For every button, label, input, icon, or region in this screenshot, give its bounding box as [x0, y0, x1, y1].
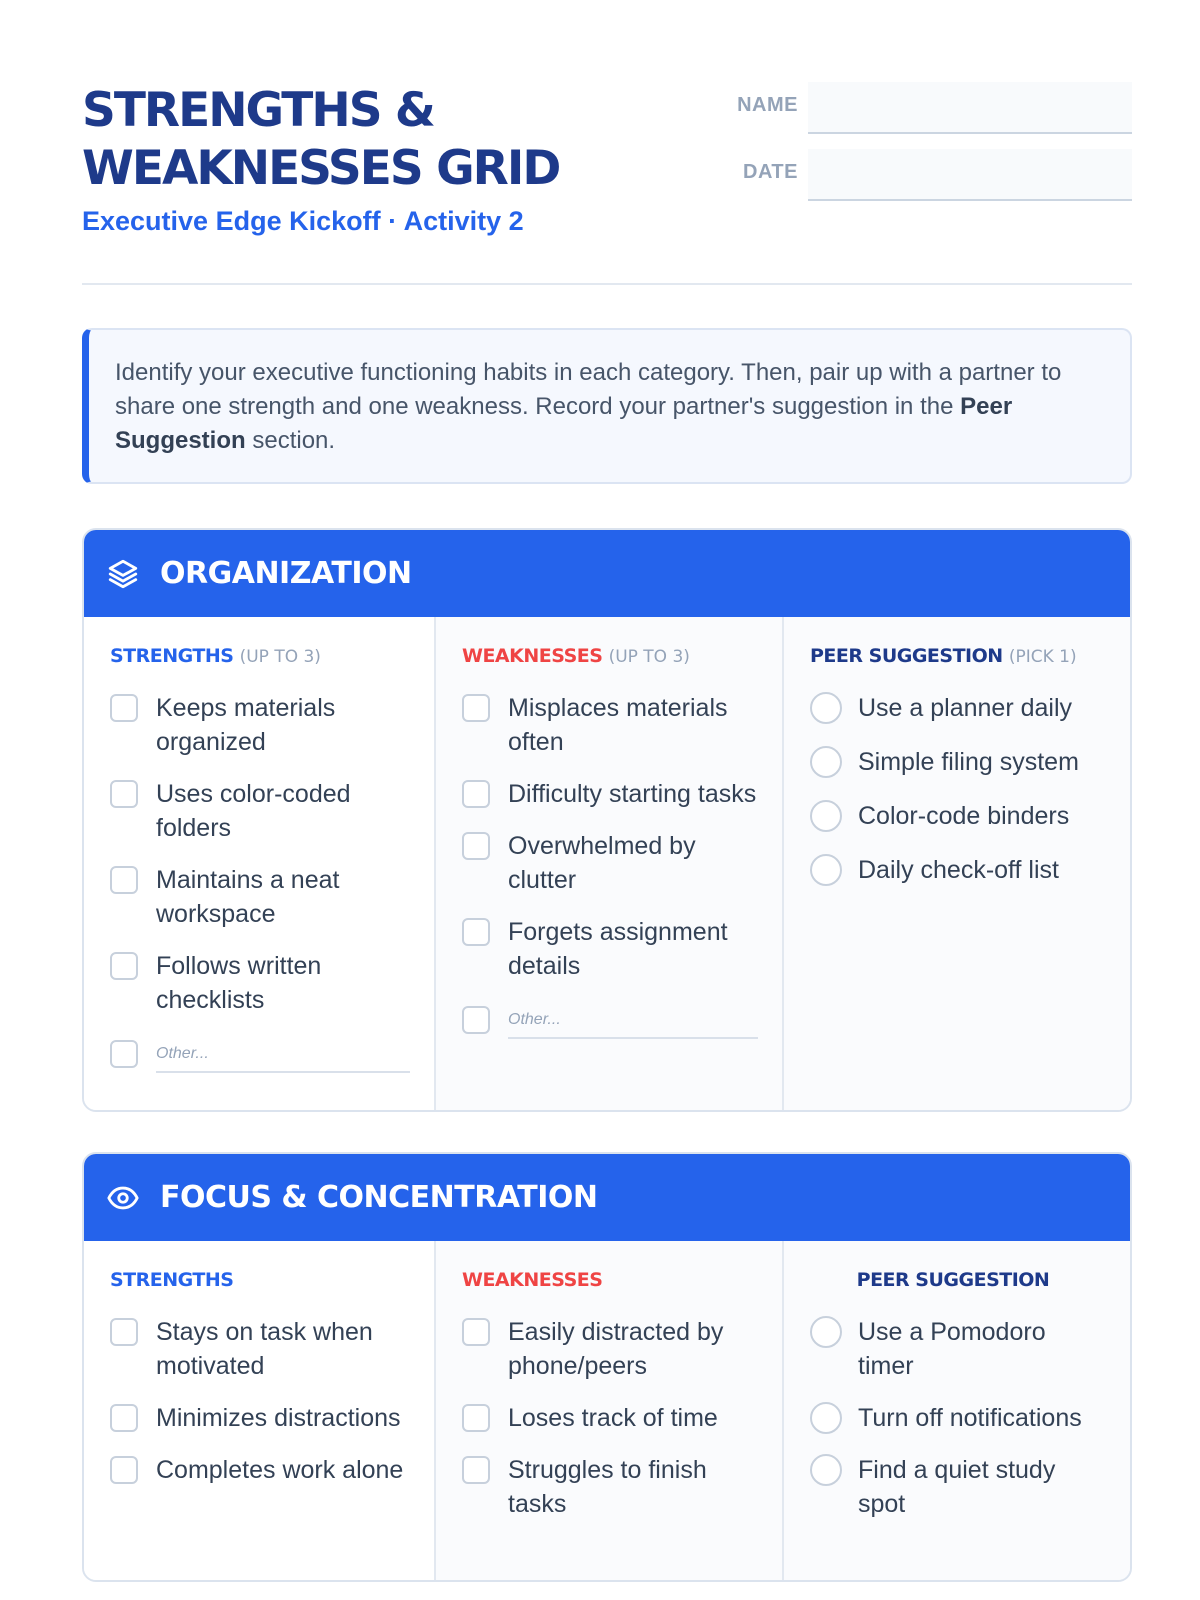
checkbox[interactable] [462, 918, 490, 946]
item-label: Stays on task when motivated [156, 1318, 373, 1380]
peer-option[interactable] [810, 853, 1106, 887]
checkbox[interactable] [110, 1040, 138, 1068]
item-label: Struggles to finish tasks [508, 1456, 707, 1518]
item-label: Forgets assignment details [508, 918, 728, 980]
item-label: Easily distracted by phone/peers [508, 1318, 724, 1380]
checkbox[interactable] [110, 952, 138, 980]
radio-button[interactable] [810, 800, 842, 832]
item-label: Turn off notifications [858, 1404, 1082, 1432]
checkbox[interactable] [110, 1404, 138, 1432]
other-input[interactable]: Other... [156, 1037, 410, 1073]
radio-button[interactable] [810, 1454, 842, 1486]
item-label: Minimizes distractions [156, 1404, 401, 1432]
peer-label: PEER SUGGESTION [810, 645, 1003, 667]
strength-item[interactable] [110, 949, 410, 1017]
strength-item[interactable] [110, 777, 410, 845]
strength-item[interactable] [110, 863, 410, 931]
strengths-hint: (UP TO 3) [239, 647, 321, 667]
name-field[interactable] [808, 82, 1132, 134]
name-label: NAME [737, 94, 798, 116]
other-input[interactable]: Other... [508, 1003, 758, 1039]
weakness-item[interactable] [462, 777, 758, 811]
item-label: Use a planner daily [858, 694, 1073, 722]
checkbox[interactable] [110, 780, 138, 808]
peer-option[interactable] [810, 745, 1106, 779]
checkbox[interactable] [110, 1318, 138, 1346]
instructions-box [82, 328, 1132, 484]
weaknesses-label: WEAKNESSES [462, 645, 603, 667]
checkbox[interactable] [462, 780, 490, 808]
peer-heading [810, 645, 1106, 673]
section-header [84, 1154, 1130, 1241]
item-label: Use a Pomodoro timer [858, 1318, 1046, 1380]
section-header [84, 530, 1130, 617]
item-label: Daily check-off list [858, 856, 1059, 884]
title-line-1: STRENGTHS & [82, 83, 434, 138]
radio-button[interactable] [810, 692, 842, 724]
weakness-item[interactable] [462, 829, 758, 897]
weakness-item[interactable] [462, 915, 758, 983]
weaknesses-hint: (UP TO 3) [608, 647, 690, 667]
strength-other-item[interactable] [110, 1037, 410, 1073]
peer-option[interactable] [810, 1453, 1106, 1521]
checkbox[interactable] [110, 866, 138, 894]
item-label: Misplaces materials often [508, 694, 728, 756]
item-label: Difficulty starting tasks [508, 780, 757, 808]
item-label: Loses track of time [508, 1404, 718, 1432]
weakness-item[interactable] [462, 691, 758, 759]
weakness-item[interactable] [462, 1315, 758, 1383]
strengths-label: STRENGTHS [110, 1269, 234, 1291]
item-label: Follows written checklists [156, 952, 322, 1014]
weaknesses-label: WEAKNESSES [462, 1269, 603, 1291]
checkbox[interactable] [462, 1318, 490, 1346]
item-label: Uses color-coded folders [156, 780, 351, 842]
strengths-heading [110, 1269, 410, 1297]
strength-item[interactable] [110, 1401, 410, 1435]
weaknesses-column [436, 1241, 784, 1580]
peer-hint: (PICK 1) [1008, 647, 1077, 667]
title-line-2: WEAKNESSES GRID [82, 141, 560, 196]
radio-button[interactable] [810, 1316, 842, 1348]
item-label: Overwhelmed by clutter [508, 832, 696, 894]
instructions-text: Identify your executive functioning habits in each category. Then, pair up with a partner to share one strength and one weakness. Record your partner's suggestion in the [115, 359, 1062, 420]
strengths-column [84, 617, 436, 1110]
instructions-text-end: section. [245, 427, 336, 454]
radio-button[interactable] [810, 746, 842, 778]
peer-option[interactable] [810, 799, 1106, 833]
strength-item[interactable] [110, 1315, 410, 1383]
peer-option[interactable] [810, 1315, 1106, 1383]
item-label: Color-code binders [858, 802, 1070, 830]
peer-label: PEER SUGGESTION [856, 1269, 1050, 1291]
checkbox[interactable] [462, 694, 490, 722]
page-subtitle: Executive Edge Kickoff · Activity 2 [82, 206, 524, 236]
weaknesses-heading [462, 1269, 758, 1297]
checkbox[interactable] [110, 1456, 138, 1484]
checkbox[interactable] [462, 1456, 490, 1484]
layers-icon [106, 557, 140, 591]
weakness-other-item[interactable] [462, 1003, 758, 1039]
page-title [82, 82, 642, 198]
weaknesses-column [436, 617, 784, 1110]
checkbox[interactable] [462, 1404, 490, 1432]
item-label: Completes work alone [156, 1456, 404, 1484]
section-title: FOCUS & CONCENTRATION [160, 1180, 598, 1215]
peer-option[interactable] [810, 691, 1106, 725]
section-title: ORGANIZATION [160, 556, 412, 591]
instructions-bold: Peer Suggestion [115, 393, 1013, 454]
peer-heading [810, 1269, 1106, 1297]
strengths-heading [110, 645, 410, 673]
weaknesses-heading [462, 645, 758, 673]
checkbox[interactable] [462, 1006, 490, 1034]
date-label: DATE [743, 161, 798, 183]
item-label: Find a quiet study spot [858, 1456, 1056, 1518]
peer-suggestion-column [784, 1241, 1130, 1580]
radio-button[interactable] [810, 854, 842, 886]
strengths-label: STRENGTHS [110, 645, 234, 667]
item-label: Keeps materials organized [156, 694, 336, 756]
header-divider [82, 283, 1132, 285]
checkbox[interactable] [110, 694, 138, 722]
strength-item[interactable] [110, 1453, 410, 1487]
section-focus [82, 1152, 1132, 1582]
date-field[interactable] [808, 149, 1132, 201]
section-organization [82, 528, 1132, 1112]
strength-item[interactable] [110, 691, 410, 759]
weakness-item[interactable] [462, 1401, 758, 1435]
peer-option[interactable] [810, 1401, 1106, 1435]
item-label: Simple filing system [858, 748, 1079, 776]
eye-icon [106, 1181, 140, 1215]
radio-button[interactable] [810, 1402, 842, 1434]
peer-suggestion-column [784, 617, 1130, 1110]
checkbox[interactable] [462, 832, 490, 860]
weakness-item[interactable] [462, 1453, 758, 1521]
strengths-column [84, 1241, 436, 1580]
item-label: Maintains a neat workspace [156, 866, 340, 928]
